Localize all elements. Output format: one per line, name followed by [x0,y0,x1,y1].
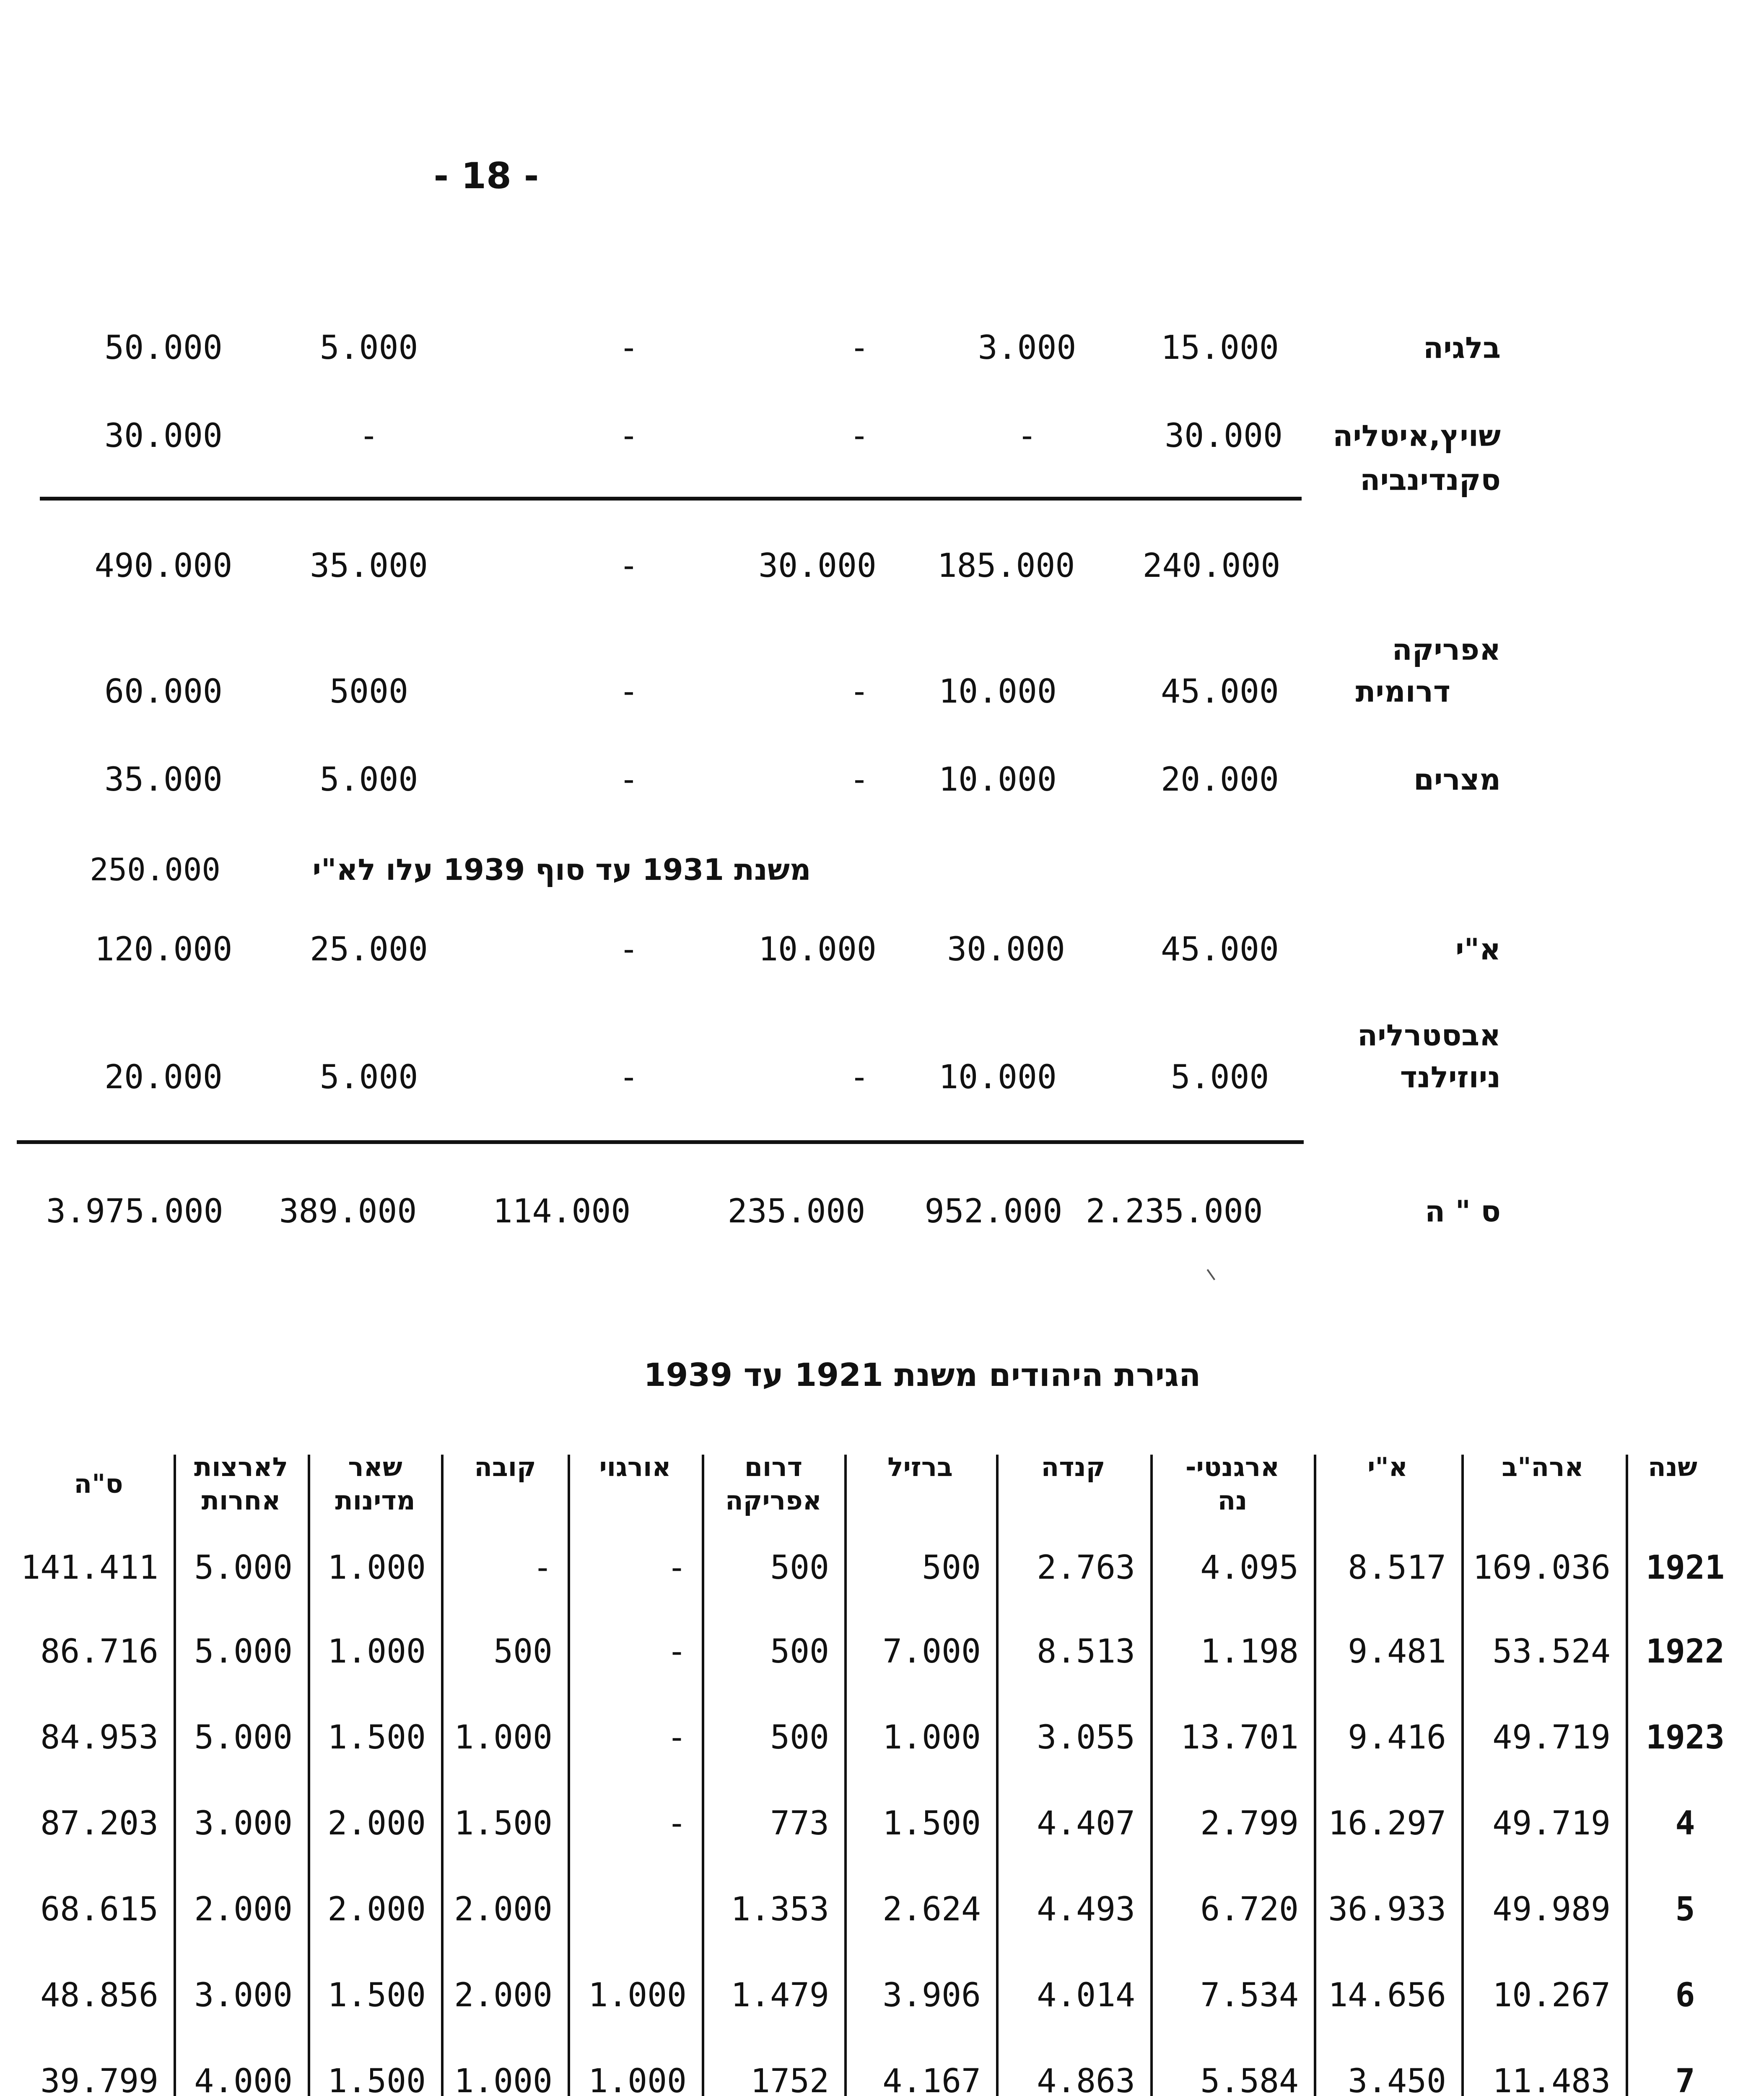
table-cell: 120.000 [94,931,233,968]
table-row [0,2056,1764,2096]
table-cell: 49.989 [1492,1891,1611,1928]
row-label: ס " ה [1425,1194,1501,1229]
table-cell: 86.716 [40,1633,158,1671]
table-cell: 6.720 [1200,1891,1299,1928]
table-row [0,1712,1764,1771]
table-cell: 500 [770,1549,829,1587]
header-line: דרום [744,1452,803,1482]
table-cell: 1752 [750,2062,829,2096]
row-label-line2: דרומית [1355,674,1450,709]
table-cell: 45.000 [1161,673,1279,711]
row-label: א"י [1455,932,1501,967]
table-cell: - [849,673,869,711]
table-cell: 2.000 [327,1805,426,1842]
table-row [0,1626,1764,1685]
table-cell: 1.198 [1200,1633,1299,1671]
table-cell: 4.407 [1037,1805,1135,1842]
table-cell: 1.479 [731,1977,829,2014]
table-cell: 1.000 [327,1549,426,1587]
table-cell: 53.524 [1492,1633,1611,1671]
table-cell: 2.235.000 [1086,1193,1263,1230]
header-line: שנה [1648,1452,1697,1482]
header-line: לארצות [194,1452,288,1482]
table-cell: 10.000 [758,931,877,968]
table-cell: 48.856 [40,1977,158,2014]
table-cell: 2.763 [1037,1549,1135,1587]
table-cell: 1.500 [454,1805,553,1842]
table-cell: 45.000 [1161,931,1279,968]
table-cell: 1.000 [588,2062,687,2096]
table-row [0,1543,1764,1601]
table-cell: 30.000 [104,417,223,455]
header-cuba [444,1450,566,1551]
table-cell: 50.000 [104,329,223,367]
table-cell: 20.000 [1161,761,1279,799]
table-cell: 3.450 [1348,2062,1446,2096]
table-cell: 2.624 [882,1891,981,1928]
table-cell: 2.799 [1200,1805,1299,1842]
table-cell: 87.203 [40,1805,158,1842]
table-row [0,1884,1764,1943]
header-line: אורגוי [599,1452,671,1482]
header-other-lands [176,1450,306,1551]
table-cell: - [1017,417,1037,455]
table-cell: 7.534 [1200,1977,1299,2014]
header-line: קובה [474,1452,536,1482]
table-cell: 7.000 [882,1633,981,1671]
year-cell: 1921 [1646,1549,1725,1587]
row-label: שויץ,איטליה [1333,419,1501,453]
table-cell: - [849,417,869,455]
table-cell: 11.483 [1492,2062,1611,2096]
table-cell: 5.000 [1170,1058,1269,1096]
year-cell: 1922 [1646,1633,1725,1671]
table-cell: 1.353 [731,1891,829,1928]
table-cell: 8.513 [1037,1633,1135,1671]
year-cell: 1923 [1646,1719,1725,1756]
table-cell: 39.799 [40,2062,158,2096]
table-cell: - [619,329,639,367]
table-cell: - [667,1549,687,1587]
table-cell: 10.000 [939,761,1057,799]
table-cell: 185.000 [937,547,1075,585]
table-cell: 1.000 [454,1719,553,1756]
table-cell: 36.933 [1328,1891,1446,1928]
table-cell: 240.000 [1142,547,1281,585]
table-cell: - [619,761,639,799]
table-cell: 114.000 [493,1193,631,1230]
table-cell: 13.701 [1180,1719,1299,1756]
table-cell: 30.000 [947,931,1065,968]
table-cell: 5.000 [319,761,418,799]
row-label: אפריקה [1392,633,1501,667]
note-value: 250.000 [90,852,220,888]
year-cell: 6 [1675,1977,1695,2014]
table-cell: 1.500 [327,1719,426,1756]
table-cell: 30.000 [758,547,877,585]
year-cell: 4 [1675,1805,1695,1842]
table-cell: 10.267 [1492,1977,1611,2014]
header-line: קנדה [1041,1452,1105,1482]
table-cell: - [667,1805,687,1842]
header-argentina [1153,1450,1312,1551]
table-cell: 3.000 [194,1805,293,1842]
row-label: מצרים [1414,763,1501,797]
table-cell: 5.000 [319,329,418,367]
table-cell: 14.656 [1328,1977,1446,2014]
header-line: ארגנטי- [1185,1452,1280,1482]
table-cell: 4.095 [1200,1549,1299,1587]
table-cell: 4.493 [1037,1891,1135,1928]
table-cell: 1.000 [327,1633,426,1671]
table-cell: 773 [770,1805,829,1842]
row-label: אבסטרליה [1357,1018,1501,1053]
table-cell: 5000 [329,673,408,711]
table-cell: 30.000 [1165,417,1283,455]
table-cell: 16.297 [1328,1805,1446,1842]
table-cell: 235.000 [727,1193,866,1230]
table-cell: 5.000 [319,1058,418,1096]
table-cell: 9.416 [1348,1719,1446,1756]
header-usa [1463,1450,1622,1551]
row-label-line2: סקנדינביה [1360,463,1501,497]
table-cell: 5.000 [194,1719,293,1756]
table-cell: 3.975.000 [46,1193,223,1230]
table-cell: 3.906 [882,1977,981,2014]
table-cell: - [849,329,869,367]
table-cell: - [619,547,639,585]
table-cell: - [849,1058,869,1096]
table-cell: 1.000 [454,2062,553,2096]
row-label: בלגיה [1423,331,1501,365]
header-line: ס"ה [74,1468,123,1499]
header-line: שאר [348,1452,402,1482]
table-cell: 4.014 [1037,1977,1135,2014]
table-cell: 389.000 [279,1193,417,1230]
header-line: א"י [1367,1452,1408,1482]
table-cell: 141.411 [21,1549,158,1587]
table-cell: 5.000 [194,1549,293,1587]
row-label-line2: ניוזילנד [1400,1060,1501,1095]
table-cell: - [533,1549,553,1587]
table-cell: 49.719 [1492,1719,1611,1756]
table-cell: 20.000 [104,1058,223,1096]
year-cell: 7 [1675,2062,1695,2096]
table-cell: 35.000 [104,761,223,799]
table-cell: 4.000 [194,2062,293,2096]
table-cell: 8.517 [1348,1549,1446,1587]
table-cell: 3.000 [978,329,1077,367]
table-cell: 60.000 [104,673,223,711]
table-cell: 952.000 [924,1193,1063,1230]
table-cell: 500 [770,1719,829,1756]
table-cell: 84.953 [40,1719,158,1756]
table-cell: 10.000 [939,673,1057,711]
table-cell: - [849,761,869,799]
table-cell: 1.500 [327,1977,426,2014]
header-line: אחרות [201,1485,281,1516]
table-cell: 1.500 [327,2062,426,2096]
table-cell: 10.000 [939,1058,1057,1096]
header-uruguay [570,1450,700,1551]
table-cell: 49.719 [1492,1805,1611,1842]
table-cell: 2.000 [194,1891,293,1928]
table-cell: 2.000 [454,1977,553,2014]
header-canada [998,1450,1149,1551]
table-cell: 5.584 [1200,2062,1299,2096]
table-cell: 9.481 [1348,1633,1446,1671]
header-line: ארה"ב [1502,1452,1584,1482]
note-text: משנת 1931 עד סוף 1939 עלו לא"י [312,853,811,887]
table-cell: - [619,673,639,711]
table-cell: 4.167 [882,2062,981,2096]
table-cell: 25.000 [310,931,428,968]
table-cell: 3.055 [1037,1719,1135,1756]
table-cell: 35.000 [310,547,428,585]
header-south-africa [704,1450,843,1551]
table-cell: 169.036 [1473,1549,1611,1587]
table-cell: 15.000 [1161,329,1279,367]
table-cell: 3.000 [194,1977,293,2014]
header-brazil [847,1450,994,1551]
table-cell: 500 [922,1549,981,1587]
header-line: נה [1217,1485,1248,1516]
table-cell: 5.000 [194,1633,293,1671]
header-other-countries [310,1450,440,1551]
table-cell: 1.500 [882,1805,981,1842]
table-cell: 500 [493,1633,553,1671]
table-cell: - [619,931,639,968]
table-cell: - [359,417,379,455]
page-number: - 18 - [433,155,539,197]
table-row [0,1798,1764,1857]
header-line: ברזיל [887,1452,953,1482]
table-cell: - [619,417,639,455]
table-cell: - [667,1633,687,1671]
header-line: אפריקה [725,1485,822,1516]
header-line: מדינות [335,1485,415,1516]
table-cell: 490.000 [94,547,233,585]
table-cell: 2.000 [454,1891,553,1928]
header-palestine [1316,1450,1459,1551]
year-cell: 5 [1675,1891,1695,1928]
table-row [0,1970,1764,2029]
table-cell: 1.000 [588,1977,687,2014]
table-cell: 68.615 [40,1891,158,1928]
table-title: הגירת היהודים משנת 1921 עד 1939 [643,1356,1201,1393]
table-cell: 4.863 [1037,2062,1135,2096]
table-cell: - [619,1058,639,1096]
table-cell: 1.000 [882,1719,981,1756]
table-cell: 500 [770,1633,829,1671]
header-year [1635,1450,1710,1551]
table-cell: 2.000 [327,1891,426,1928]
table-cell: - [667,1719,687,1756]
